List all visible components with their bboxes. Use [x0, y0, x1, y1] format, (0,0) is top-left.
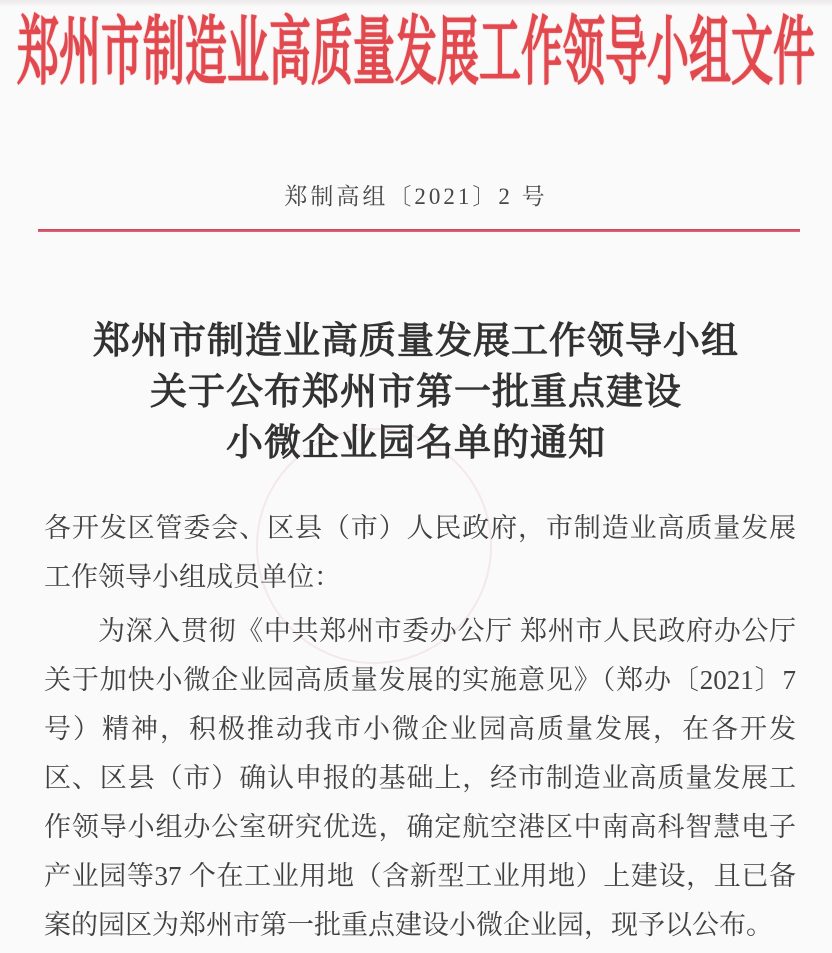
doc-number: 郑制高组〔2021〕2 号: [284, 184, 548, 209]
letterhead-title: 郑州市制造业高质量发展工作领导小组文件: [16, 13, 815, 96]
document-title-line-3: 小微企业园名单的通知: [226, 423, 606, 464]
red-divider-line: [38, 229, 800, 232]
document-body: [44, 504, 796, 950]
document-title-line-1: 郑州市制造业高质量发展工作领导小组: [93, 321, 739, 362]
scan-edge-shade: [0, 0, 832, 7]
document-title: [0, 316, 832, 469]
document-title-line-2: 关于公布郑州市第一批重点建设: [150, 372, 682, 413]
body-paragraph: 为深入贯彻《中共郑州市委办公厅 郑州市人民政府办公厅关于加快小微企业园高质量发展的实施意见》（郑办〔2021〕7号）精神，积极推动我市小微企业园高质量发展，在各开发区、区县（市）确认申报的基础上，经市制造业高质量发展工作领导小组办公室研究优选，确定航空港区中南高科智慧电子产业园等37 个在工业用地（含新型工业用地）上建设，且已备案的园区为郑州市第一批重点建设小微企业园，现予以公布。: [44, 616, 796, 940]
addressee-line: 各开发区管委会、区县（市）人民政府，市制造业高质量发展工作领导小组成员单位：: [44, 513, 796, 592]
